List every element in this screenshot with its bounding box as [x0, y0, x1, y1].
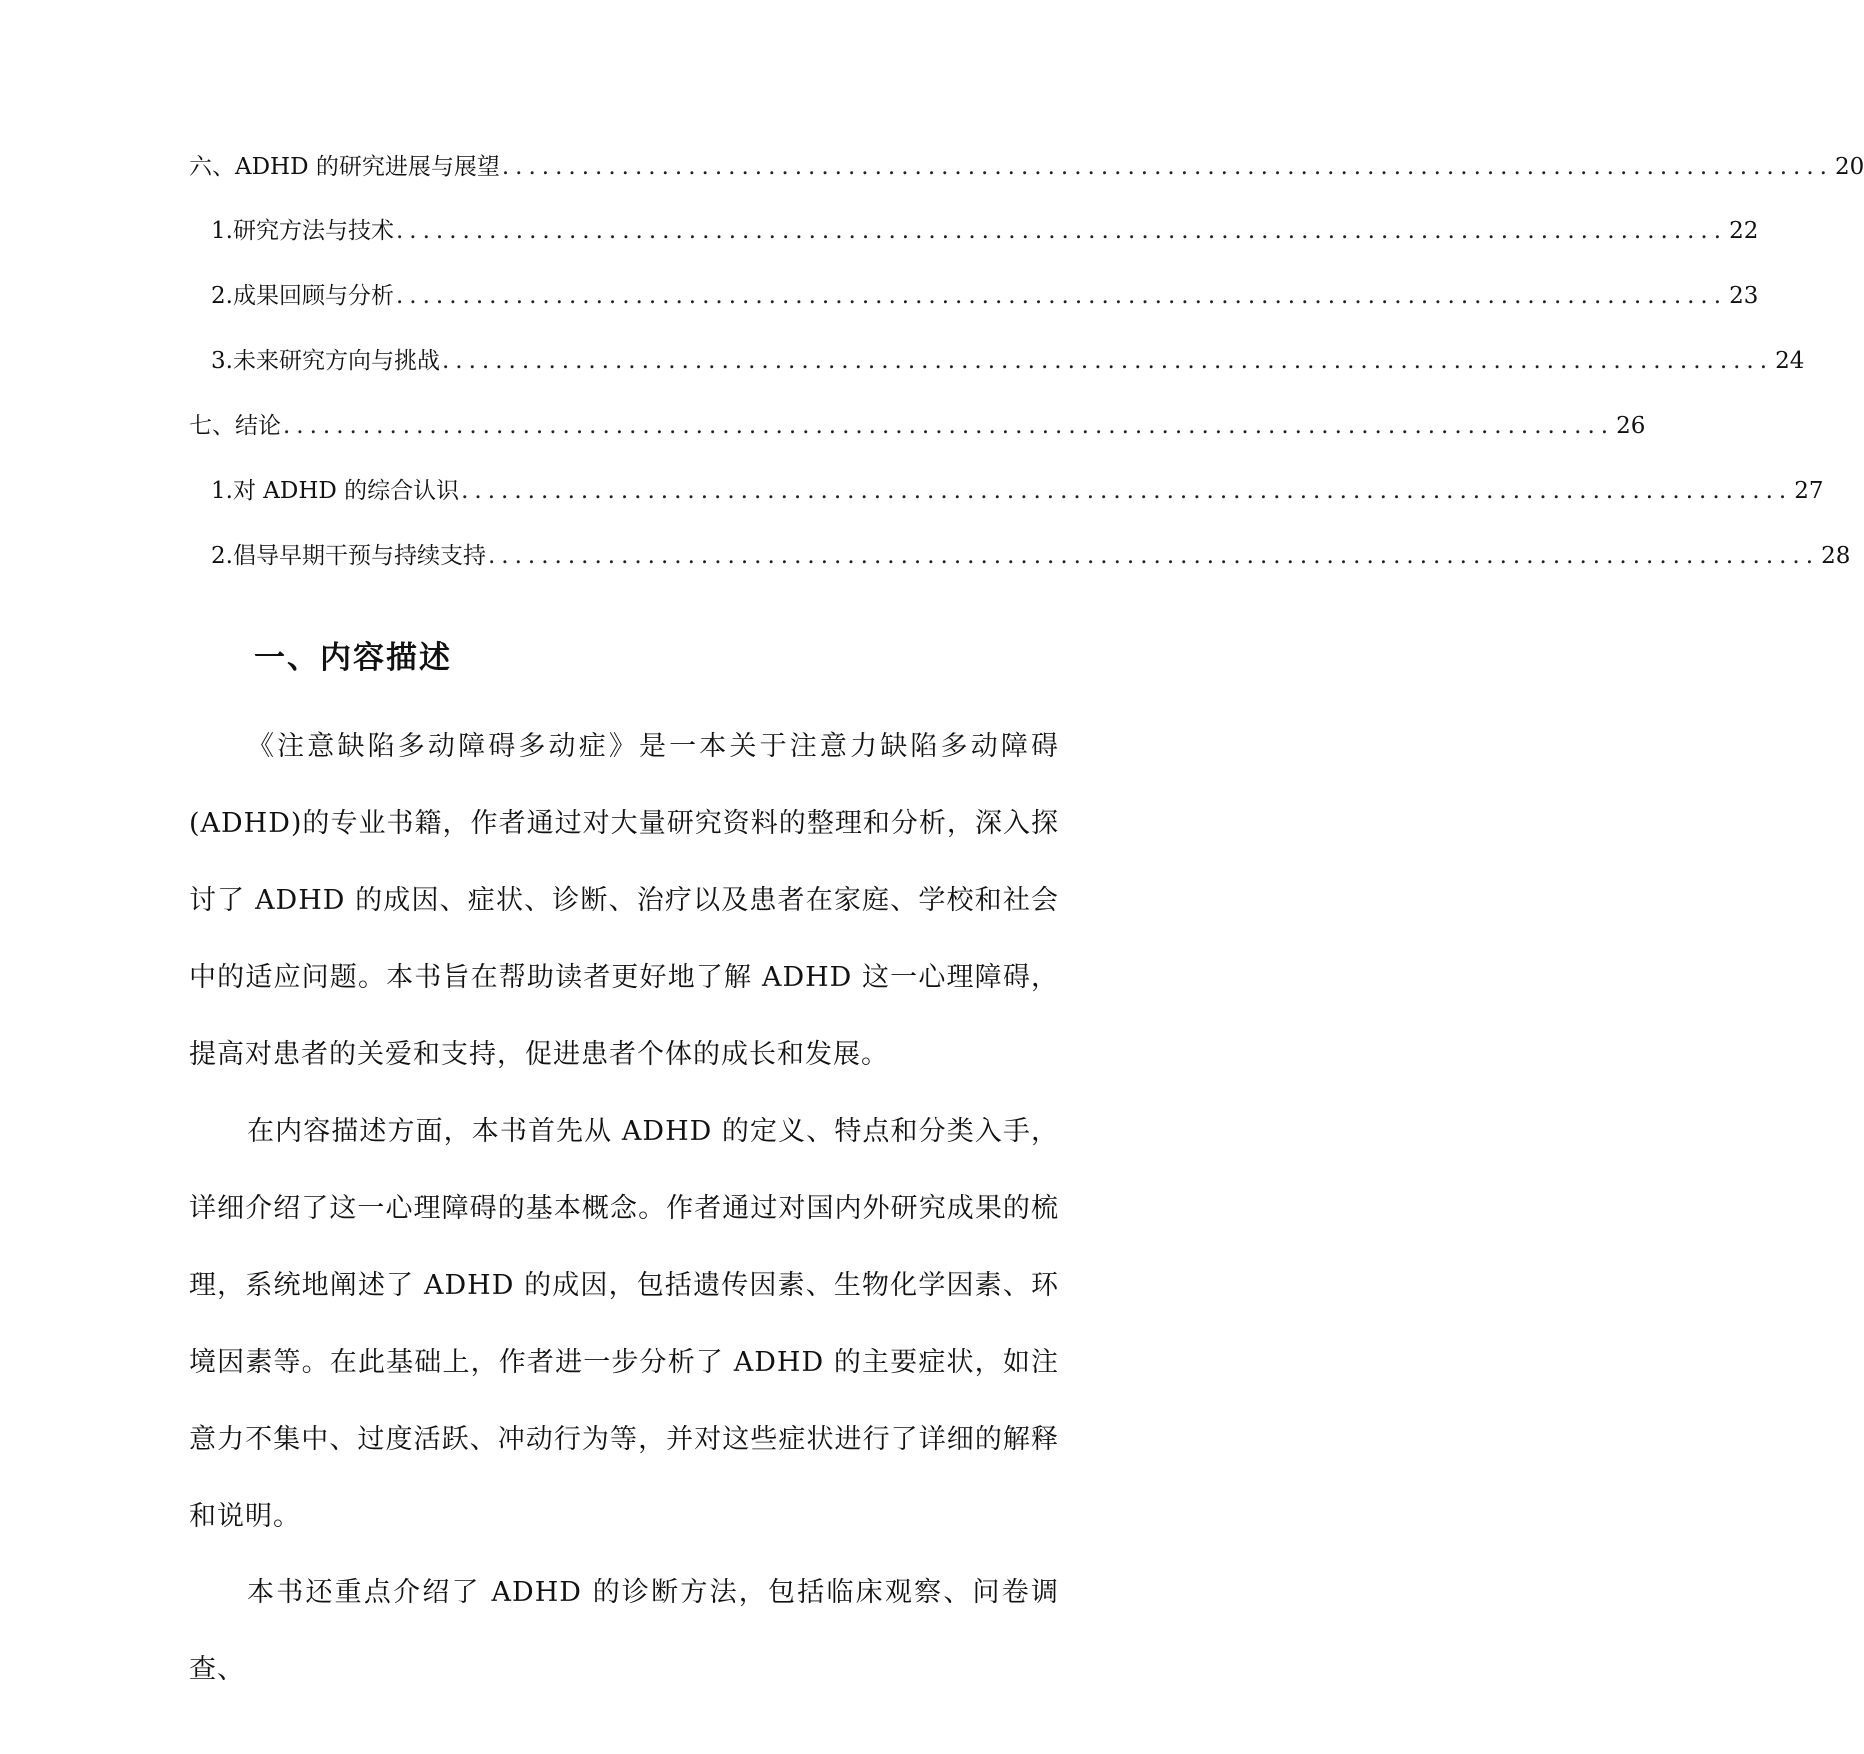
toc-number: 2.: [211, 283, 233, 309]
toc-title: 七、结论: [189, 413, 281, 439]
toc-entry[interactable]: [211, 216, 1759, 246]
toc-number: 1.: [211, 218, 233, 244]
toc-title: 成果回顾与分析: [232, 283, 394, 309]
body-paragraph: 本书还重点介绍了 ADHD 的诊断方法，包括临床观察、问卷调查、: [189, 1577, 1059, 1685]
toc-leader: ....................................................................................................: [395, 218, 1728, 244]
toc-page-number: 28: [1821, 543, 1851, 569]
toc-entry[interactable]: [189, 411, 1646, 441]
toc-title: 研究方法与技术: [232, 218, 394, 244]
toc-entry[interactable]: [211, 346, 1805, 376]
toc-page-number: 23: [1729, 283, 1759, 309]
toc-entry[interactable]: [211, 281, 1759, 311]
toc-entry[interactable]: [211, 476, 1824, 506]
toc-title: 未来研究方向与挑战: [232, 348, 440, 374]
toc-leader: ....................................................................................................: [487, 543, 1820, 569]
toc-number: 2.: [211, 543, 233, 569]
toc-page-number: 24: [1775, 348, 1805, 374]
toc-leader: ....................................................................................................: [395, 283, 1728, 309]
toc-leader: ....................................................................................................: [501, 154, 1833, 180]
body-paragraph: 在内容描述方面，本书首先从 ADHD 的定义、特点和分类入手，详细介绍了这一心理障碍的基本概念。作者通过对国内外研究成果的梳理，系统地阐述了 ADHD 的成因，包括遗传因素、生物化学因素、环境因素等。在此基础上，作者进一步分析了 ADHD 的主要症状，如注意力不集中、过度活跃、冲动行为等，并对这些症状进行了详细的解释和说明。: [189, 1116, 1059, 1532]
body-paragraph: 《注意缺陷多动障碍多动症》是一本关于注意力缺陷多动障碍(ADHD)的专业书籍，作者通过对大量研究资料的整理和分析，深入探讨了 ADHD 的成因、症状、诊断、治疗以及患者在家庭、学校和社会中的适应问题。本书旨在帮助读者更好地了解 ADHD 这一心理障碍，提高对患者的关爱和支持，促进患者个体的成长和发展。: [189, 731, 1059, 1070]
toc-title: 倡导早期干预与持续支持: [232, 543, 486, 569]
section-heading: 一、内容描述: [254, 640, 452, 676]
toc-leader: ....................................................................................................: [283, 413, 1615, 439]
toc-page-number: 26: [1616, 413, 1646, 439]
toc-page-number: 22: [1729, 218, 1759, 244]
toc-leader: ....................................................................................................: [461, 478, 1793, 504]
toc-number: 1.: [211, 478, 233, 504]
toc-title: 六、ADHD 的研究进展与展望: [189, 154, 500, 180]
toc-page-number: 20: [1834, 154, 1864, 180]
toc-title: 对 ADHD 的综合认识: [232, 478, 460, 504]
toc-number: 3.: [211, 348, 233, 374]
toc-page-number: 27: [1794, 478, 1824, 504]
toc-entry[interactable]: [211, 541, 1851, 571]
toc-entry[interactable]: [189, 152, 1864, 182]
toc-leader: ....................................................................................................: [441, 348, 1774, 374]
